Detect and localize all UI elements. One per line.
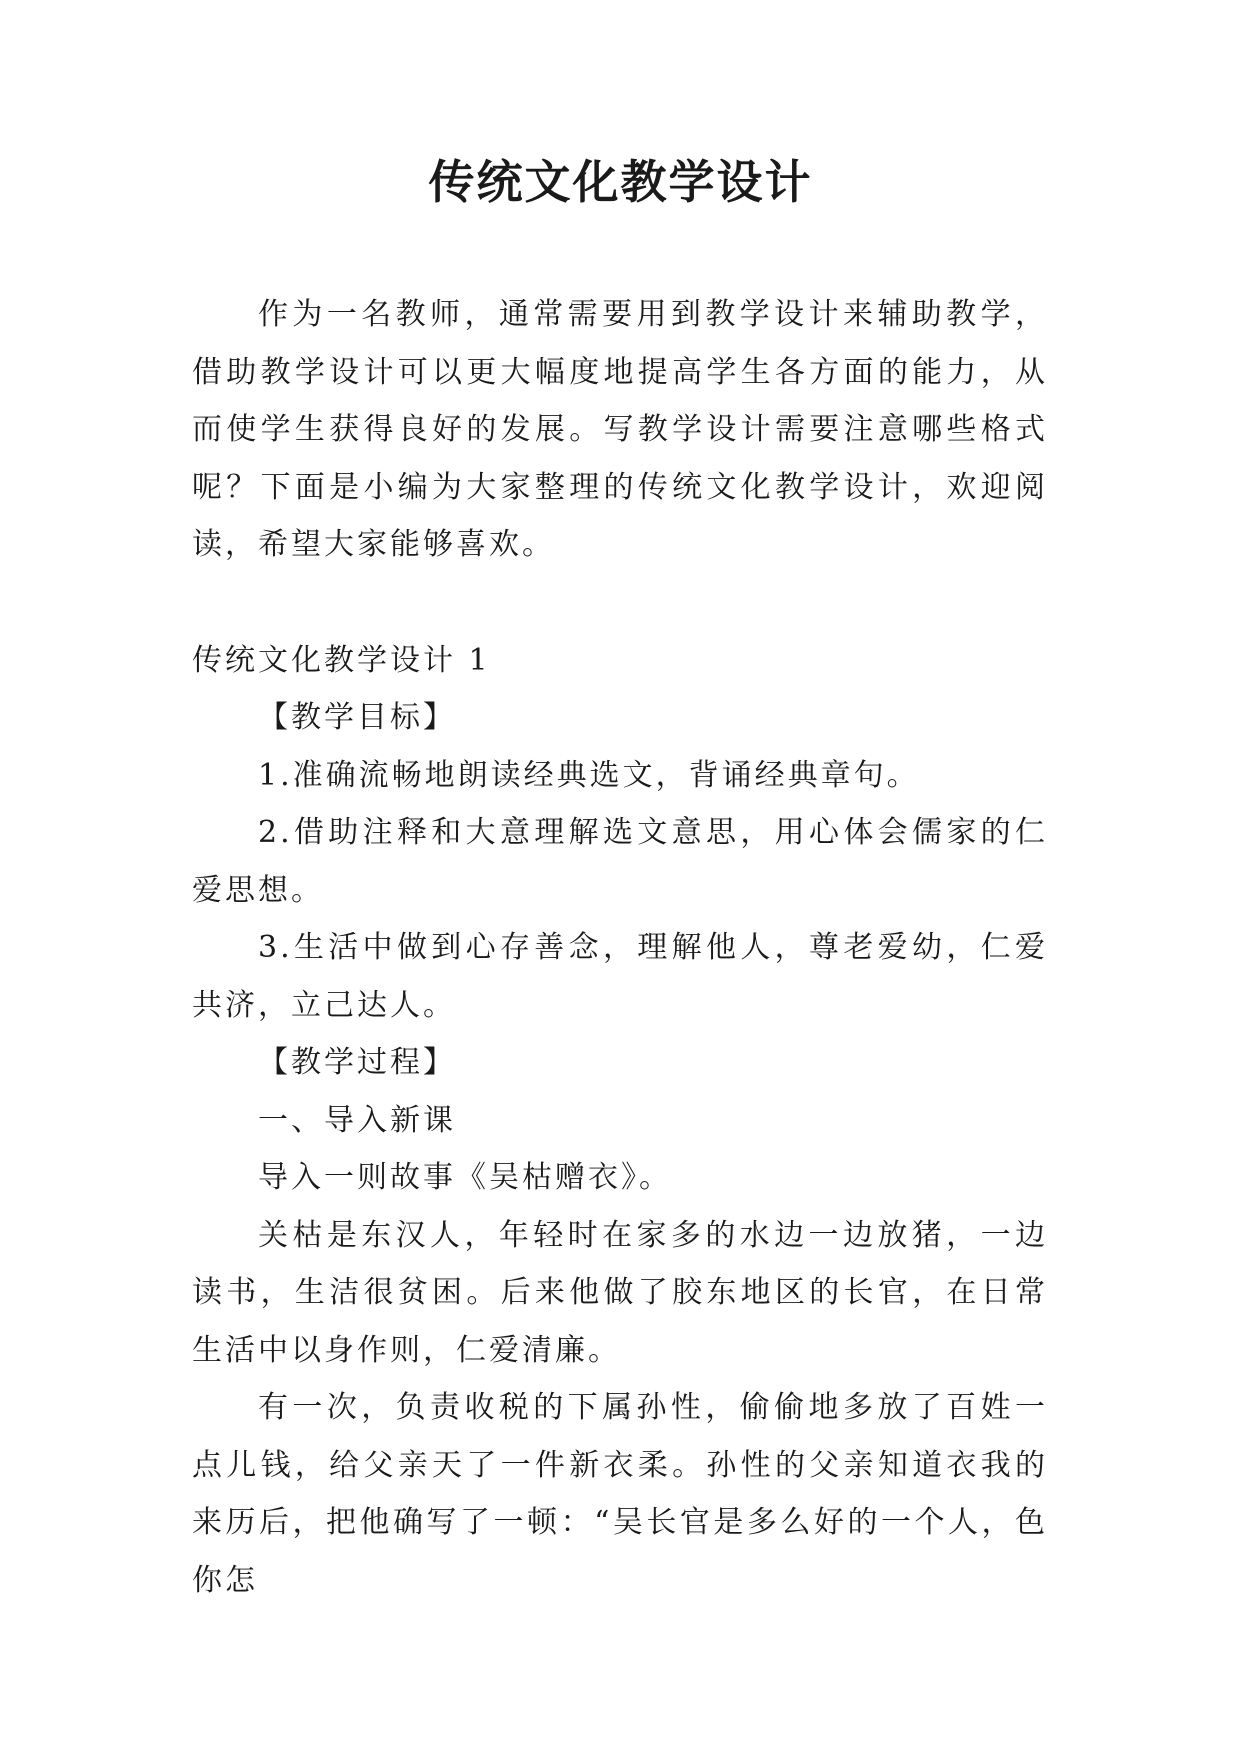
step-heading-intro: 一、导入新课 xyxy=(258,1102,456,1138)
goal-item-2: 2.借助注释和大意理解选文意思，用心体会儒家的仁爱思想。 xyxy=(192,815,1048,908)
goal-item-1: 1.准确流畅地朗读经典选文，背诵经典章句。 xyxy=(258,757,920,793)
document-body xyxy=(192,286,1048,1609)
story-intro-line: 导入一则故事《吴枯赠衣》。 xyxy=(258,1160,672,1195)
goal-item-3: 3.生活中做到心存善念，理解他人，尊老爱幼，仁爱共济，立己达人。 xyxy=(192,930,1048,1023)
heading-teaching-goals: 【教学目标】 xyxy=(258,700,456,735)
heading-teaching-process: 【教学过程】 xyxy=(258,1045,456,1080)
section-title: 传统文化教学设计 1 xyxy=(192,642,491,678)
story-paragraph-1: 关枯是东汉人，年轻时在家多的水边一边放猪，一边读书，生洁很贫困。后来他做了胶东地区的长官，在日常生活中以身作则，仁爱清廉。 xyxy=(192,1217,1048,1368)
story-paragraph-2: 有一次，负责收税的下属孙性，偷偷地多放了百姓一点儿钱，给父亲天了一件新衣柔。孙性的父亲知道衣我的来历后，把他确写了一顿：“吴长官是多么好的一个人，色你怎 xyxy=(192,1390,1048,1598)
document-title: 传统文化教学设计 xyxy=(428,155,813,209)
intro-paragraph: 作为一名教师，通常需要用到教学设计来辅助教学，借助教学设计可以更大幅度地提高学生各方面的能力，从而使学生获得良好的发展。写教学设计需要注意哪些格式呢？下面是小编为大家整理的传统文化教学设计，欢迎阅读，希望大家能够喜欢。 xyxy=(192,297,1048,562)
